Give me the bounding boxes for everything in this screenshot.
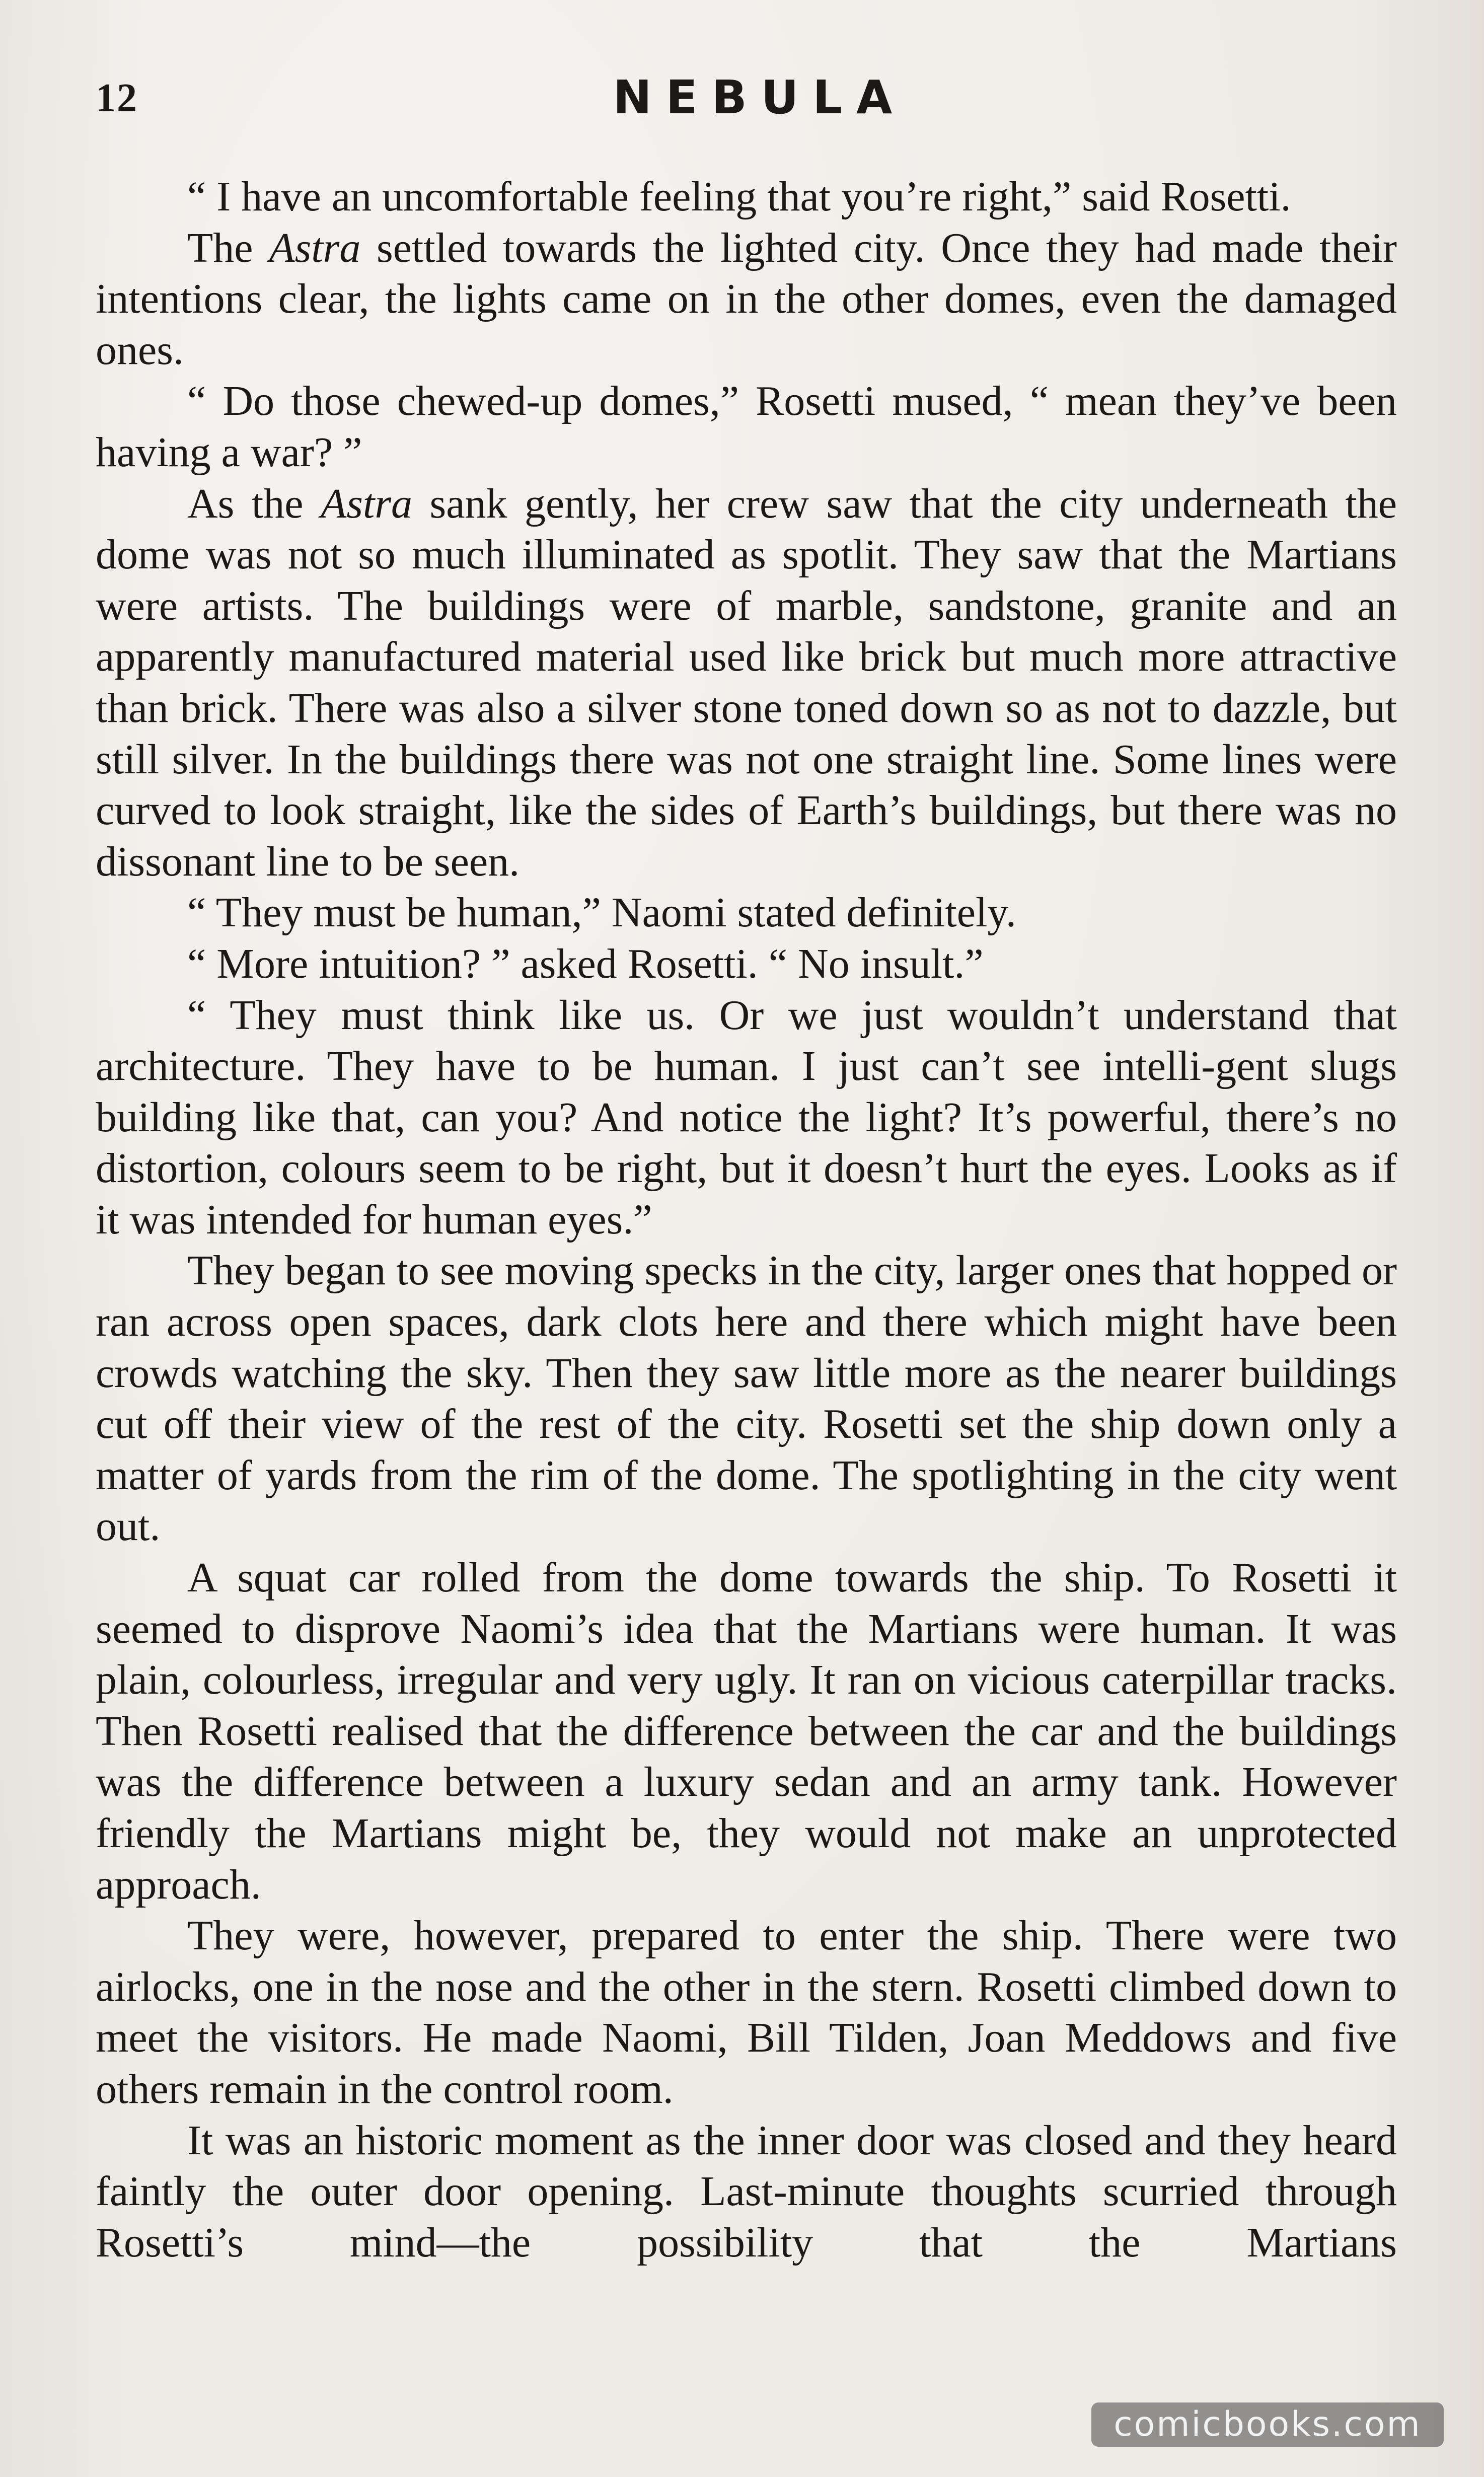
body-text — [96, 171, 1397, 2268]
watermark: comicbooks.com — [1091, 2402, 1444, 2447]
italic-ship-name: Astra — [269, 224, 361, 271]
paragraph: It was an historic moment as the inner door was closed and they heard faintly the outer door opening. Last-minute thoughts scurried through Rosetti’s mind—the possibility that the Martians — [96, 2117, 1397, 2266]
italic-ship-name: Astra — [321, 480, 413, 527]
page-number: 12 — [96, 76, 138, 120]
page-header — [96, 65, 1388, 126]
paragraph: “ More intuition? ” asked Rosetti. “ No insult.” — [187, 940, 984, 987]
paragraph: They were, however, prepared to enter the ship. There were two airlocks, one in the nose and the other in the stern. Rosetti climbed down to meet the visitors. He made Naomi, Bill Tilden, Joan Meddows and five others remain in the control room. — [96, 1912, 1397, 2112]
paragraph: A squat car rolled from the dome towards the ship. To Rosetti it seemed to disprove Naomi’s idea that the Martians were human. It was plain, colourless, irregular and very ugly. It ran on vicious caterpillar tracks. Then Rosetti realised that the difference between the car and the buildings was the difference between a luxury sedan and an army tank. However friendly the Martians might be, they would not make an unprotected approach. — [96, 1554, 1397, 1908]
running-head: NEBULA — [613, 70, 907, 124]
paragraph: As the Astra sank gently, her crew saw that the city underneath the dome was not so much illuminated as spotlit. They saw that the Martians were artists. The buildings were of marble, sandstone, granite and an apparently manufactured material used like brick but much more attractive than brick. There was also a silver stone toned down so as not to dazzle, but still silver. In the buildings there was not one straight line. Some lines were curved to look straight, like the sides of Earth’s buildings, but there was no dissonant line to be seen. — [96, 480, 1397, 885]
paragraph: The Astra settled towards the lighted city. Once they had made their intentions clear, the lights came on in the other domes, even the damaged ones. — [96, 224, 1397, 374]
paragraph: “ They must think like us. Or we just wouldn’t understand that architecture. They have to be human. I just can’t see intelli-gent slugs building like that, can you? And notice the light? It’s powerful, there’s no distortion, colours seem to be right, but it doesn’t hurt the eyes. Looks as if it was intended for human eyes.” — [96, 991, 1397, 1243]
paragraph: “ I have an uncomfortable feeling that you’re right,” said Rosetti. — [187, 173, 1291, 220]
paragraph: They began to see moving specks in the city, larger ones that hopped or ran across open spaces, dark clots here and there which might have been crowds watching the sky. Then they saw little more as the nearer buildings cut off their view of the rest of the city. Rosetti set the ship down only a matter of yards from the rim of the dome. The spotlighting in the city went out. — [96, 1247, 1397, 1550]
paragraph: “ They must be human,” Naomi stated definitely. — [187, 889, 1016, 936]
paragraph: “ Do those chewed-up domes,” Rosetti mused, “ mean they’ve been having a war? ” — [96, 378, 1397, 476]
